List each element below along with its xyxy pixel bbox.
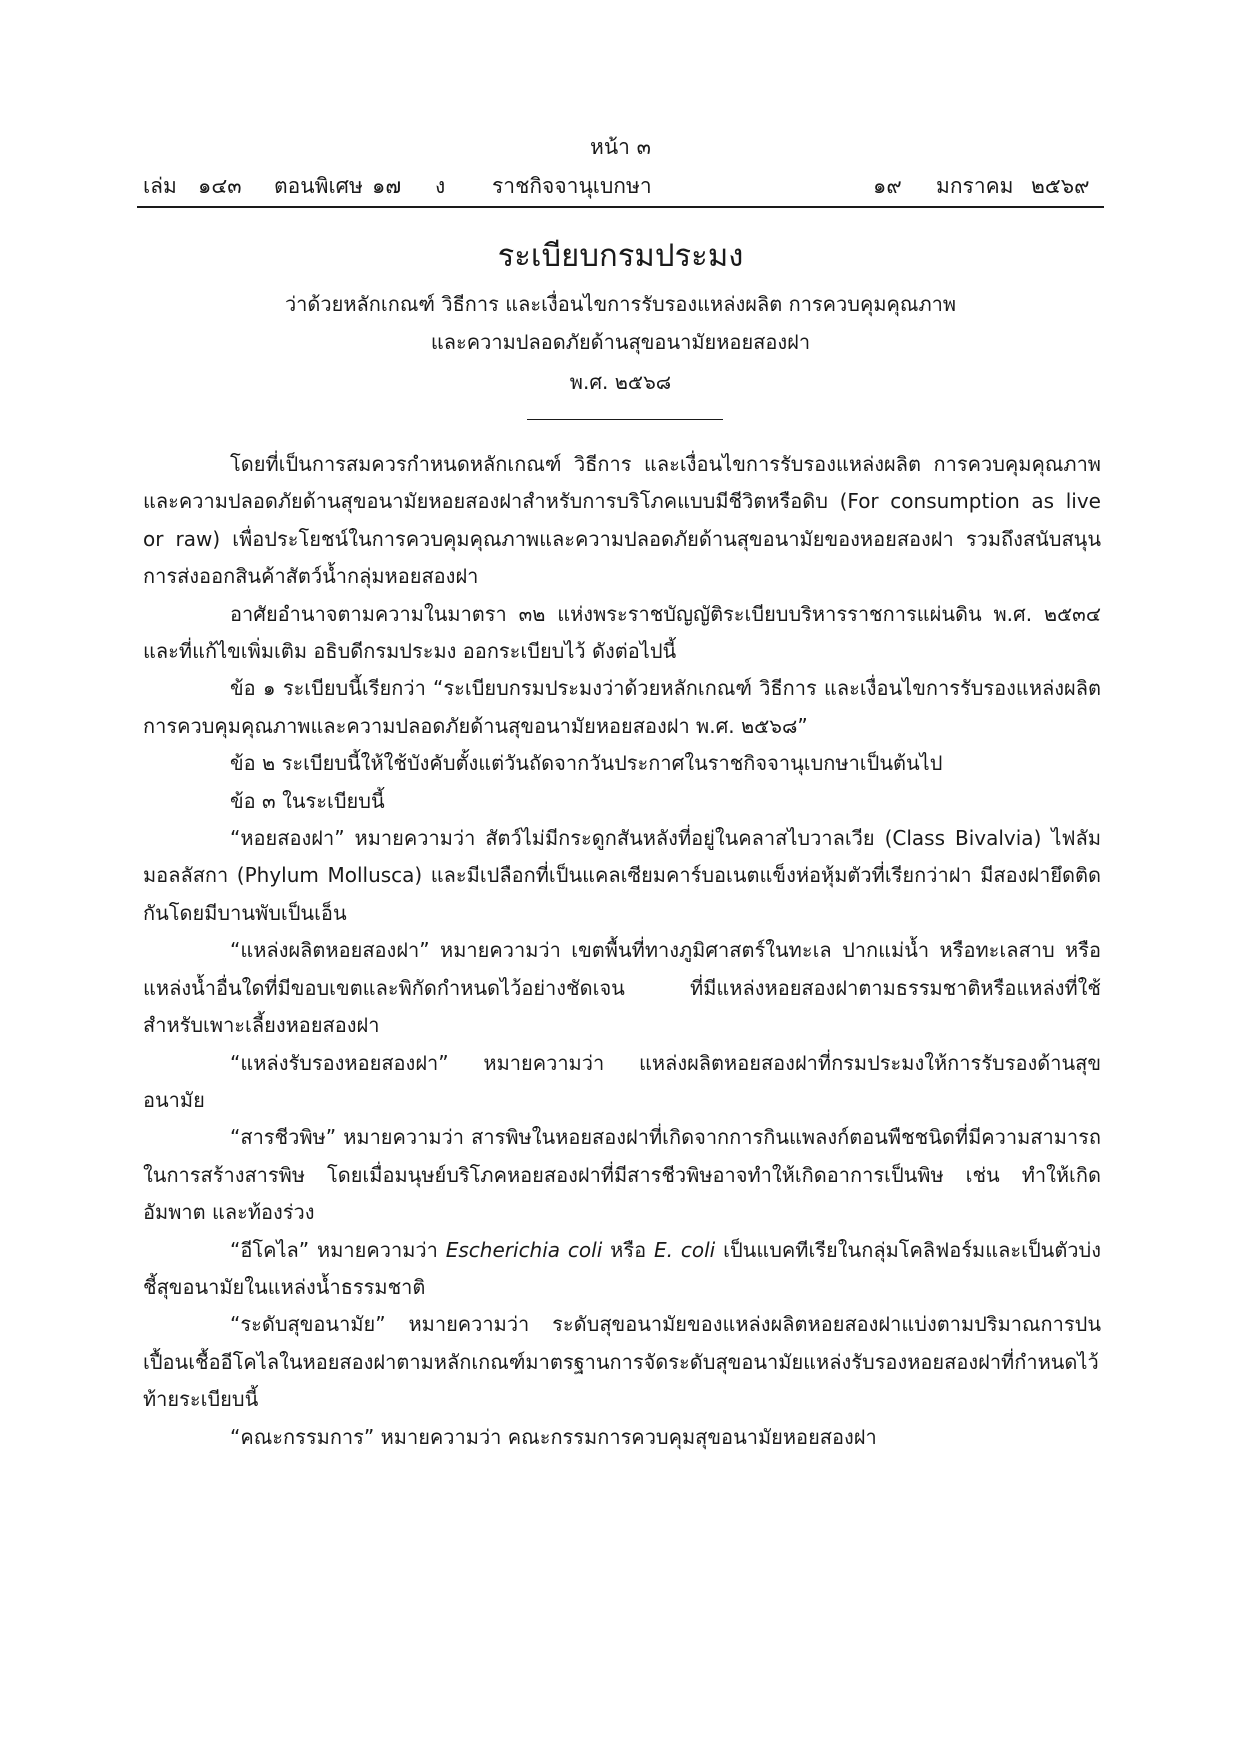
definition-biotoxin: “สารชีวพิษ” หมายความว่า สารพิษในหอยสองฝาที่เกิดจากการกินแพลงก์ตอนพืชชนิดที่มีความสามารถในการสร้างสารพิษ โดยเมื่อมนุษย์บริโภคหอยสองฝาที่มีสารชีวพิษอาจทำให้เกิดอาการเป็นพิษ เช่น ทำให้เกิดอัมพาต และท้องร่วง [143, 1125, 1101, 1225]
section-letter: ง [435, 174, 446, 198]
section-label: ตอนพิเศษ [274, 174, 363, 198]
date-month: มกราคม [936, 174, 1014, 198]
ecoli-description: เป็นแบคทีเรียในกลุ่มโคลิฟอร์มและเป็นตัวบ่งชี้สุขอนามัยในแหล่งน้ำธรรมชาติ [143, 1237, 1102, 1299]
definition-certified-area: “แหล่งรับรองหอยสองฝา” หมายความว่า แหล่งผลิตหอยสองฝาที่กรมประมงให้การรับรองด้านสุขอนามัย [143, 1050, 1101, 1112]
document-year: พ.ศ. ๒๕๖๘ [569, 370, 672, 394]
header-rule [137, 206, 1104, 208]
authority-paragraph: อาศัยอำนาจตามความในมาตรา ๓๒ แห่งพระราชบัญญัติระเบียบบริหารราชการแผ่นดิน พ.ศ. ๒๕๓๔ และที่แก้ไขเพิ่มเติม อธิบดีกรมประมง ออกระเบียบไว้ ดังต่อไปนี้ [143, 601, 1101, 664]
document-subtitle-1: ว่าด้วยหลักเกณฑ์ วิธีการ และเงื่อนไขการรับรองแหล่งผลิต การควบคุมคุณภาพ [284, 292, 957, 316]
definition-sanitary-level: “ระดับสุขอนามัย” หมายความว่า ระดับสุขอนามัยของแหล่งผลิตหอยสองฝาแบ่งตามปริมาณการปนเปื้อนเชื้ออีโคไลในหอยสองฝาตามหลักเกณฑ์มาตรฐานการจัดระดับสุขอนามัยแหล่งรับรองหอยสองฝาที่กำหนดไว้ท้ายระเบียบนี้ [143, 1312, 1101, 1412]
volume-label: เล่ม [143, 174, 177, 198]
ecoli-term: “อีโคไล” หมายความว่า [230, 1237, 446, 1262]
preamble-paragraph: โดยที่เป็นการสมควรกำหนดหลักเกณฑ์ วิธีการ และเงื่อนไขการรับรองแหล่งผลิต การควบคุมคุณภาพ และความปลอดภัยด้านสุขอนามัยหอยสองฝาสำหรับการบริโภคแบบมีชีวิตหรือดิบ (For consumption as live or raw) เพื่อประโยชน์ในการควบคุมคุณภาพและความปลอดภัยด้านสุขอนามัยของหอยสองฝา รวมถึงสนับสนุนการส่งออกสินค้าสัตว์น้ำกลุ่มหอยสองฝา [143, 452, 1101, 589]
volume-number: ๑๔๓ [198, 174, 242, 198]
clause-2: ข้อ ๒ ระเบียบนี้ให้ใช้บังคับตั้งแต่วันถัดจากวันประกาศในราชกิจจานุเบกษาเป็นต้นไป [230, 751, 943, 776]
ecoli-abbrev: E. coli [654, 1237, 716, 1262]
gazette-name: ราชกิจจานุเบกษา [492, 174, 652, 198]
gazette-header [143, 172, 1103, 200]
date-day: ๑๙ [873, 174, 902, 198]
document-body [143, 446, 1101, 1456]
page-number: หน้า ๓ [589, 135, 652, 159]
document-title: ระเบียบกรมประมง [497, 238, 744, 274]
ecoli-scientific-name: Escherichia coli [445, 1237, 603, 1262]
definition-production-area: “แหล่งผลิตหอยสองฝา” หมายความว่า เขตพื้นที่ทางภูมิศาสตร์ในทะเล ปากแม่น้ำ หรือทะเลสาบ หรือแหล่งน้ำอื่นใดที่มีขอบเขตและพิกัดกำหนดไว้อย่างชัดเจน ที่มีแหล่งหอยสองฝาตามธรรมชาติหรือแหล่งที่ใช้สำหรับเพาะเลี้ยงหอยสองฝา [143, 938, 1101, 1038]
clause-1: ข้อ ๑ ระเบียบนี้เรียกว่า “ระเบียบกรมประมงว่าด้วยหลักเกณฑ์ วิธีการ และเงื่อนไขการรับรองแหล่งผลิต การควบคุมคุณภาพและความปลอดภัยด้านสุขอนามัยหอยสองฝา พ.ศ. ๒๕๖๘” [143, 676, 1101, 738]
ecoli-or: หรือ [602, 1237, 654, 1262]
title-rule [527, 419, 723, 420]
definition-committee: “คณะกรรมการ” หมายความว่า คณะกรรมการควบคุมสุขอนามัยหอยสองฝา [230, 1424, 877, 1449]
definition-bivalve: “หอยสองฝา” หมายความว่า สัตว์ไม่มีกระดูกสันหลังที่อยู่ในคลาสไบวาลเวีย (Class Bivalvia) ไฟลัมมอลลัสกา (Phylum Mollusca) และมีเปลือกที่เป็นแคลเซียมคาร์บอเนตแข็งห่อหุ้มตัวที่เรียกว่าฝา มีสองฝายึดติดกันโดยมีบานพับเป็นเอ็น [143, 826, 1101, 925]
date-year: ๒๕๖๙ [1031, 174, 1090, 198]
clause-3: ข้อ ๓ ในระเบียบนี้ [230, 788, 385, 813]
definition-ecoli [143, 1232, 1101, 1307]
section-number: ๑๗ [372, 174, 402, 198]
document-subtitle-2: และความปลอดภัยด้านสุขอนามัยหอยสองฝา [430, 330, 811, 354]
